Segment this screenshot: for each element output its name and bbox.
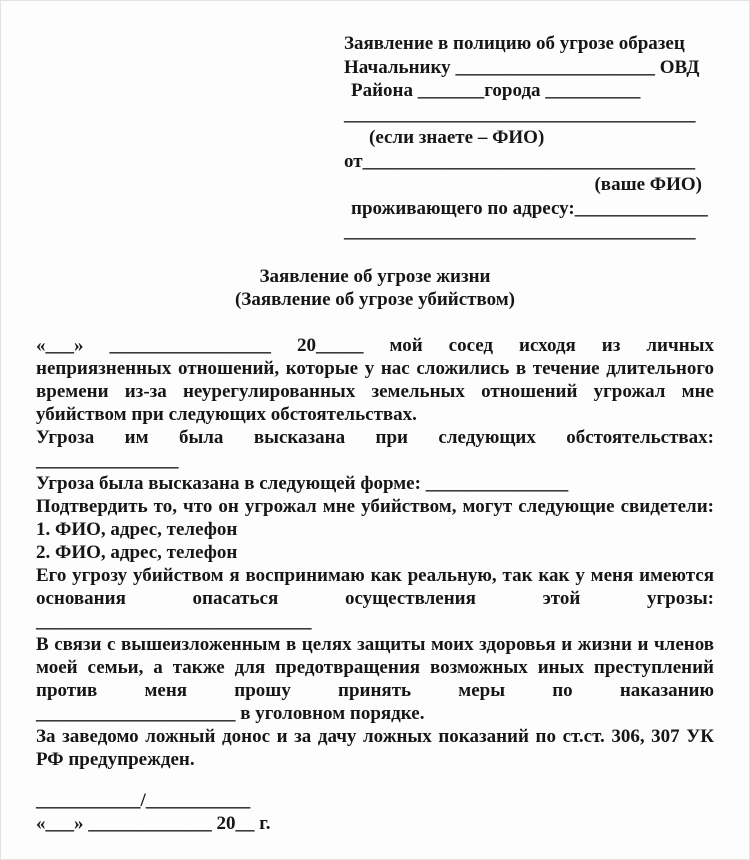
body-line: Подтвердить то, что он угрожал мне убийством, могут следующие свидетели:: [36, 495, 714, 517]
statement-subtitle: (Заявление об угрозе убийством): [234, 289, 516, 310]
sample-title-line: [344, 32, 702, 56]
body-line: Угроза была высказана в следующей форме: _______________: [36, 472, 569, 494]
addressee-suffix: ОВД: [659, 56, 700, 78]
district-blank-field: _______: [417, 80, 485, 101]
address-blank-field: ______________: [574, 197, 708, 219]
address-label: проживающего по адресу:: [351, 197, 575, 219]
body-line: Угроза им была высказана при следующих обстоятельствах:: [36, 426, 714, 448]
from-blank-field: ___________________________________: [362, 150, 696, 172]
witness-item-1: 1. ФИО, адрес, телефон: [36, 518, 238, 540]
addressee-line: [344, 56, 702, 80]
body-line: _____________________ в уголовном порядке.: [36, 702, 425, 724]
hint-if-known: (если знаете – ФИО): [369, 127, 545, 148]
signature-line: ___________/___________: [36, 789, 251, 811]
body-line: В связи с вышеизложенным в целях защиты моих здоровья и жизни и членов: [36, 633, 714, 655]
district-city-line: [344, 79, 702, 103]
witness-item-2: 2. ФИО, адрес, телефон: [36, 541, 238, 563]
statement-title-block: [1, 265, 749, 312]
body-line: «___» _________________ 20_____ мой сосед исходя из личных: [36, 334, 714, 356]
body-line: Его угрозу убийством я воспринимаю как реальную, так как у меня имеются: [36, 564, 714, 586]
blank-line-field: _______________: [36, 449, 179, 471]
addressee-blank-field: _____________________: [455, 56, 655, 78]
city-label: города: [484, 80, 541, 101]
hint-your-name-line: [344, 173, 702, 197]
body-line: За заведомо ложный донос и за дачу ложных показаний по ст.ст. 306, 307 УК: [36, 725, 714, 747]
body-line: против меня прошу принять меры по наказанию: [36, 679, 714, 701]
wide-blank-field-2: _____________________________________: [344, 221, 696, 242]
signature-block: [36, 789, 749, 836]
blank-line-field: _____________________________: [36, 610, 312, 632]
body-line: моей семьи, а также для предотвращения возможных иных преступлений: [36, 656, 714, 678]
statement-body: [36, 334, 714, 771]
wide-blank-line-1: [344, 103, 702, 127]
body-line: убийством при следующих обстоятельствах.: [36, 403, 417, 425]
hint-your-name: (ваше ФИО): [594, 174, 702, 195]
date-line: «___» _____________ 20__ г.: [36, 813, 271, 834]
body-line: РФ предупрежден.: [36, 748, 195, 770]
from-label: от: [344, 150, 363, 172]
wide-blank-field-1: _____________________________________: [344, 103, 696, 125]
wide-blank-line-2: [344, 220, 702, 244]
address-line: [344, 197, 708, 221]
hint-if-known-line: [344, 126, 702, 150]
addressee-block: [344, 32, 708, 244]
city-blank-field: __________: [545, 80, 641, 101]
sample-title: Заявление в полицию об угрозе образец: [344, 33, 685, 54]
statement-title: Заявление об угрозе жизни: [259, 265, 491, 287]
district-label: Района: [351, 80, 414, 101]
body-line: основания опасаться осуществления этой угрозы:: [36, 587, 714, 609]
from-line: [344, 150, 702, 174]
addressee-label: Начальнику: [344, 56, 451, 78]
body-line: времени из-за неурегулированных земельных отношений угрожал мне: [36, 380, 714, 402]
body-line: неприязненных отношений, которые у нас сложились в течение длительного: [36, 357, 714, 379]
